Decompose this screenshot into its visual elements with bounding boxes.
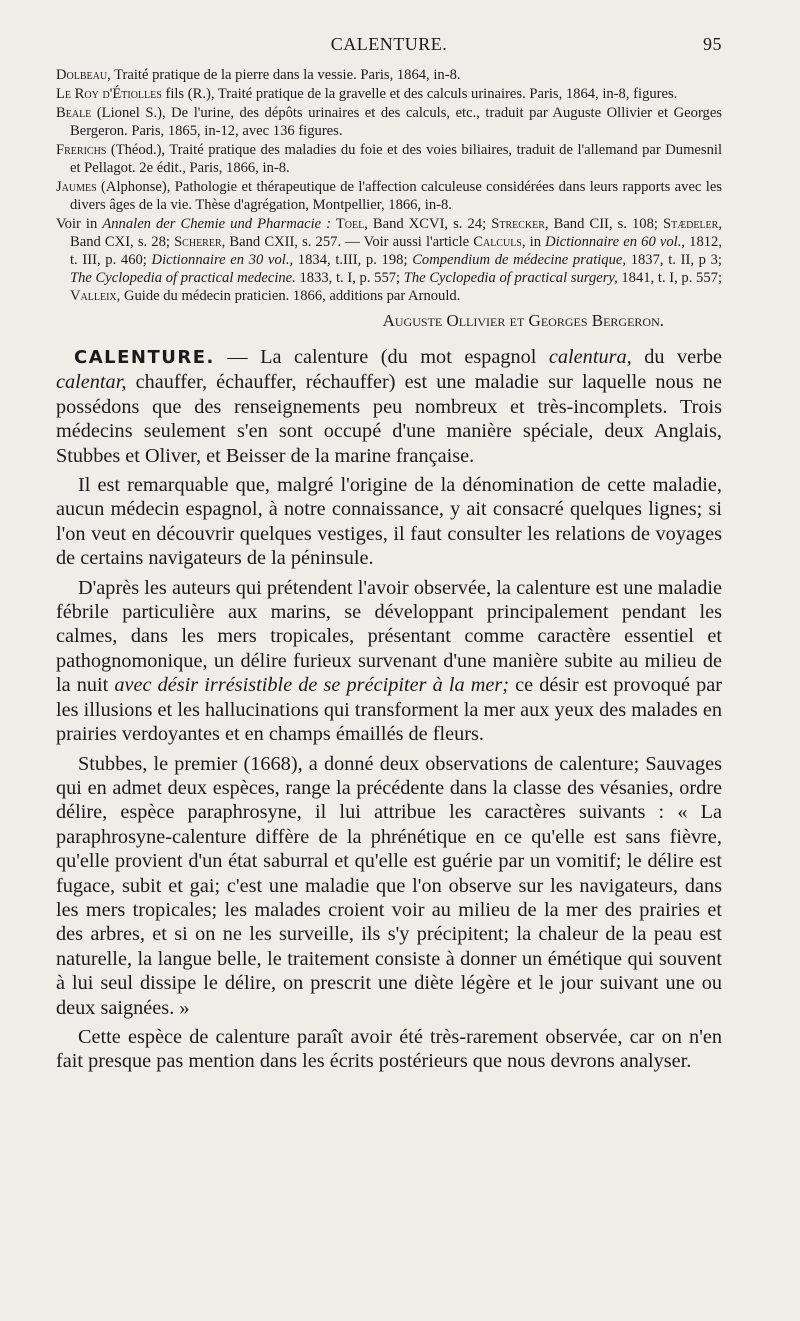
bib-entry [56, 85, 722, 103]
bib-author: Dolbeau, [56, 67, 111, 83]
text-run: chauffer, échauffer, réchauffer) est une maladie sur laquelle nous ne possédons que des renseignements peu nombreux et très-incomplets. Trois médecins seulement s'en sont occupé d'une manière spéciale, deux Anglais, Stubbes et Oliver, et Beisser de la marine française. [56, 371, 722, 467]
bib-text: (Alphonse), Pathologie et thérapeutique de l'affection calculeuse considérées dans leurs rapports avec les divers âges de la vie. Thèse d'agrégation, Montpellier, 1866, in-8. [70, 179, 722, 213]
bib-author: Toel, [331, 216, 368, 232]
bib-author: Stædeler, [663, 216, 722, 232]
paragraph [56, 345, 722, 468]
bib-entry [56, 104, 722, 140]
bib-text: 1837, t. II, p 3; [626, 252, 722, 268]
bib-text: 1841, t. I, p. 557; [617, 270, 722, 286]
paragraph: Il est remarquable que, malgré l'origine de la dénomination de cette maladie, aucun médecin espagnol, à notre connaissance, y ait consacré quelques lignes; si l'on veut en découvrir quelques vestiges, il faut consulter les relations de voyages de certains navigateurs de la péninsule. [56, 474, 722, 570]
bib-title: The Cyclopedia of practical medecine. [70, 270, 296, 286]
bib-author: Valleix, [70, 288, 121, 304]
italic-term: calentura, [548, 346, 632, 368]
bib-title: The Cyclopedia of practical surgery, [403, 270, 618, 286]
bib-text: (Lionel S.), De l'urine, des dépôts urinaires et des calculs, etc., traduit par Auguste Ollivier et Georges Bergeron. Paris, 1865, in-12, avec 136 figures. [70, 105, 722, 139]
paragraph [56, 576, 722, 747]
bib-text: Band CXI, s. 28; [70, 234, 175, 250]
bib-text: (Théod.), Traité pratique des maladies du foie et des voies biliaires, traduit de l'allemand par Dumesnil et Pellagot. 2e édit., Paris, 1866, in-8. [70, 142, 722, 176]
paragraph: Cette espèce de calenture paraît avoir été très-rarement observée, car on n'en fait presque pas mention dans les écrits postérieurs que nous devrons analyser. [56, 1025, 722, 1073]
bibliography [56, 66, 722, 305]
bib-text: Band XCVI, s. 24; [367, 216, 492, 232]
bib-text: Traité pratique de la pierre dans la vessie. Paris, 1864, in-8. [110, 67, 461, 83]
text-run: D'après les auteurs qui prétendent l'avoir observée, la calenture est une maladie fébrile particulière aux marins, se développant principalement pendant les calmes, dans les mers tropicales, présentant comme caractère essentiel et pathognomonique, un délire furieux survenant d'une manière subite au milieu de la nuit [56, 576, 722, 697]
running-head [56, 34, 722, 60]
bib-entry [56, 178, 722, 214]
bib-voir-entry [56, 215, 722, 305]
bib-text: 1833, t. I, p. 557; [295, 270, 404, 286]
bib-author: Strecker, [491, 216, 549, 232]
bib-author: Jaumes [56, 179, 97, 195]
bib-text: Band CXII, s. 257. — Voir aussi l'article [225, 234, 474, 250]
text-run: ce désir est provoqué par les illusions et les hallucinations qui transforment la mer aux yeux des malades en prairies verdoyantes et en champs émaillés de fleurs. [56, 674, 722, 746]
paragraph: Stubbes, le premier (1668), a donné deux observations de calenture; Sauvages qui en admet deux espèces, range la précédente dans la classe des vésanies, ordre délire, espèce paraphrosyne, il lui attribue les caractères suivants : « La paraphrosyne-calenture diffère de la phrénétique en ce qu'elle est sans fièvre, qu'elle provient d'un état saburral et qu'elle est guérie par un vomitif; le délire est fugace, subit et gai; c'est une maladie que l'on observe sur les navigateurs, dans les mers tropicales; les malades croient voir au milieu de la mer des prairies et des arbres, et si on ne les surveille, ils s'y précipitent; la chaleur de la peau est naturelle, la langue belle, le traitement consiste à donner un émétique qui souvent à lui seul dissipe le délire, on prescrit une diète légère et le jour suivant une ou deux saignées. » [56, 752, 722, 1019]
bib-author: Scherer, [174, 234, 226, 250]
bib-title: Dictionnaire en 30 vol., [151, 252, 294, 268]
page-number: 95 [703, 34, 722, 54]
italic-term: calentar, [56, 371, 127, 394]
bib-title: Compendium de médecine pratique, [412, 252, 627, 268]
headword: CALENTURE. [74, 347, 215, 368]
bib-text: Voir in [56, 216, 103, 232]
italic-phrase: avec désir irrésistible de se précipiter à la mer; [114, 674, 510, 697]
bib-author: Le Roy d'Étiolles [56, 86, 162, 102]
bib-text: in [525, 234, 546, 250]
text-run: — La calenture (du mot espagnol [214, 346, 549, 368]
bib-title: Annalen der Chemie und Pharmacie : [102, 216, 332, 232]
bib-text: Guide du médecin praticien. 1866, additions par Arnould. [120, 288, 461, 304]
running-title: CALENTURE. [330, 34, 448, 54]
article-body [56, 345, 722, 1074]
bib-author: Frerichs [56, 142, 107, 158]
bib-text: 1834, t.III, p. 198; [293, 252, 413, 268]
article-signature: Auguste Ollivier et Georges Bergeron. [382, 311, 664, 330]
bib-text: 1812, t. III, p. 460; [70, 234, 722, 268]
bib-entry [56, 141, 722, 177]
bib-text: Band CII, s. 108; [548, 216, 663, 232]
bib-author: Calculs, [473, 234, 526, 250]
bib-entry [56, 66, 722, 84]
bib-author: Beale [56, 105, 92, 121]
bib-title: Dictionnaire en 60 vol., [545, 234, 686, 250]
bib-text: fils (R.), Traité pratique de la gravelle et des calculs urinaires. Paris, 1864, in-8, figures. [161, 86, 678, 102]
text-run: du verbe [631, 346, 723, 368]
